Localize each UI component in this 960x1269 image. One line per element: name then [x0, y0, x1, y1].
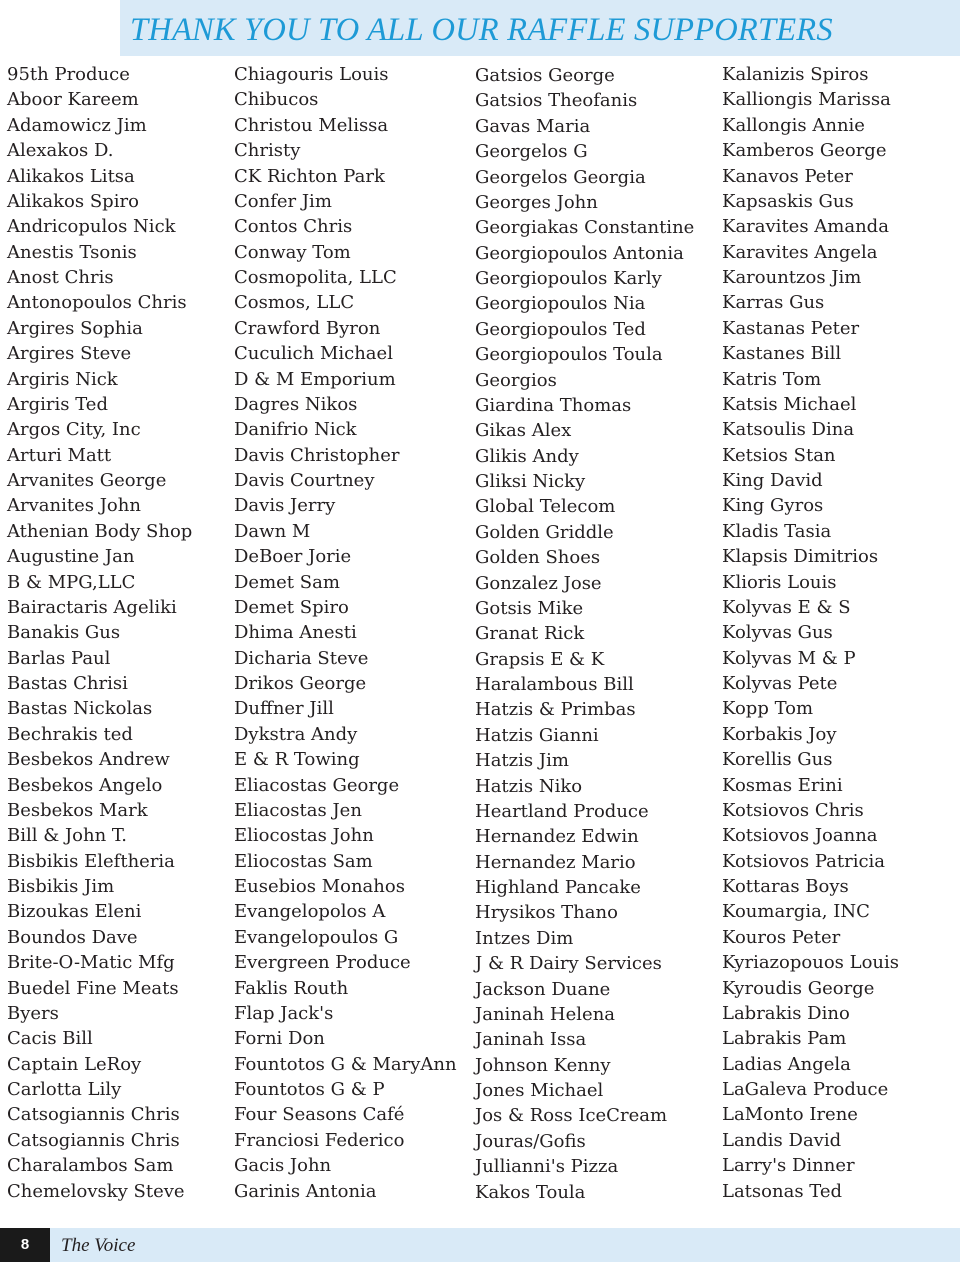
supporter-name: Latsonas Ted: [722, 1180, 843, 1202]
supporters-column-2: [234, 62, 457, 1204]
supporter-name: Georgiopoulos Toula: [475, 344, 663, 366]
supporter-name: DeBoer Jorie: [234, 546, 352, 568]
supporter-name: Labrakis Pam: [722, 1028, 847, 1050]
supporter-name: Kyroudis George: [722, 977, 875, 999]
supporter-name: Anost Chris: [7, 267, 114, 288]
supporter-name: Georgiakas Constantine: [475, 217, 695, 239]
supporter-name: King David: [722, 470, 823, 491]
supporter-name: Kalliongis Marissa: [722, 89, 891, 111]
supporter-name: Intzes Dim: [475, 927, 574, 949]
supporter-name: Korellis Gus: [722, 749, 833, 771]
supporter-name: Karavites Angela: [722, 241, 878, 263]
supporter-name: Janinah Issa: [475, 1029, 587, 1051]
supporter-name: Alexakos D.: [7, 140, 114, 162]
supporter-name: Kakos Toula: [475, 1181, 586, 1203]
supporter-name: Franciosi Federico: [234, 1129, 405, 1151]
supporter-name: B & MPG,LLC: [7, 571, 136, 593]
page-number: 8: [20, 1236, 30, 1253]
supporter-name: Katris Tom: [722, 368, 822, 390]
supporter-name: Eusebios Monahos: [234, 876, 405, 897]
supporter-name: Duffner Jill: [234, 698, 334, 720]
supporter-name: Johnson Kenny: [475, 1054, 611, 1076]
supporter-name: Georges John: [475, 191, 598, 213]
supporter-name: Janinah Helena: [475, 1003, 616, 1025]
supporter-name: Anestis Tsonis: [7, 241, 137, 263]
supporter-name: Besbekos Mark: [7, 799, 148, 821]
supporter-name: Besbekos Angelo: [7, 774, 163, 796]
supporter-name: Argiris Nick: [7, 368, 118, 390]
supporter-name: Highland Pancake: [475, 877, 641, 898]
supporter-name: Cacis Bill: [7, 1028, 93, 1050]
supporter-name: Davis Christopher: [234, 444, 400, 466]
supporter-name: Alikakos Spiro: [7, 190, 139, 212]
supporter-name: Gatsios Theofanis: [475, 90, 638, 112]
supporter-name: Kastanas Peter: [722, 317, 860, 339]
supporter-name: Drikos George: [234, 673, 367, 694]
supporter-name: Kosmas Erini: [722, 774, 843, 796]
supporter-name: Gikas Alex: [475, 420, 572, 442]
footer-band: [0, 1228, 960, 1262]
supporter-name: Cuculich Michael: [234, 343, 393, 365]
supporter-name: Christou Melissa: [234, 114, 389, 136]
supporter-name: Kotsiovos Joanna: [722, 825, 878, 847]
supporter-name: Danifrio Nick: [234, 419, 357, 441]
supporter-name: Dykstra Andy: [234, 723, 358, 745]
supporter-name: Kottaras Boys: [722, 876, 849, 897]
supporter-name: Gacis John: [234, 1155, 332, 1177]
supporter-name: Heartland Produce: [475, 800, 649, 822]
supporter-name: Charalambos Sam: [7, 1155, 174, 1177]
supporter-name: Gonzalez Jose: [475, 572, 602, 594]
supporter-name: Eliacostas George: [234, 774, 400, 796]
supporter-name: J & R Dairy Services: [475, 953, 662, 975]
supporter-name: Four Seasons Café: [234, 1104, 405, 1126]
supporter-name: Carlotta Lily: [7, 1079, 122, 1100]
supporter-name: Bastas Nickolas: [7, 698, 153, 720]
supporter-name: Brite-O-Matic Mfg: [7, 952, 175, 974]
supporter-name: Dawn M: [234, 520, 311, 542]
supporter-name: Flap Jack's: [234, 1002, 334, 1024]
supporter-name: Augustine Jan: [7, 546, 135, 568]
supporter-name: Georgiopoulos Antonia: [475, 242, 684, 264]
supporter-name: Georgelos G: [475, 141, 588, 163]
supporter-name: Kotsiovos Chris: [722, 799, 864, 821]
supporter-name: Argiris Ted: [7, 393, 108, 415]
supporter-name: Confer Jim: [234, 190, 332, 212]
supporter-name: Kolyvas E & S: [722, 596, 851, 618]
page-title: THANK YOU TO ALL OUR RAFFLE SUPPORTERS: [130, 12, 833, 48]
supporter-name: Labrakis Dino: [722, 1002, 850, 1024]
supporter-name: Kopp Tom: [722, 698, 814, 720]
supporter-name: Besbekos Andrew: [7, 749, 170, 771]
supporter-name: Aboor Kareem: [7, 89, 139, 111]
supporter-name: Chiagouris Louis: [234, 64, 389, 85]
supporter-name: Jullianni's Pizza: [475, 1156, 619, 1178]
supporter-name: Haralambous Bill: [475, 674, 634, 695]
supporter-name: Golden Griddle: [475, 521, 614, 543]
supporters-column-4: [722, 62, 899, 1204]
supporter-name: Hernandez Edwin: [475, 826, 639, 848]
supporter-name: Kotsiovos Patricia: [722, 850, 886, 872]
supporter-name: Gatsios George: [475, 65, 615, 86]
supporter-name: Karavites Amanda: [722, 216, 889, 238]
supporter-name: Hatzis Gianni: [475, 724, 599, 746]
supporter-name: Alikakos Litsa: [7, 165, 135, 187]
supporter-name: Fountotos G & P: [234, 1079, 385, 1100]
supporter-name: Boundos Dave: [7, 926, 138, 948]
supporter-name: Koumargia, INC: [722, 901, 870, 923]
supporter-name: Kouros Peter: [722, 926, 841, 948]
supporter-name: Contos Chris: [234, 216, 353, 238]
supporter-name: Gotsis Mike: [475, 597, 584, 619]
supporter-name: Hatzis Niko: [475, 775, 583, 797]
supporter-name: Bizoukas Eleni: [7, 901, 142, 923]
supporter-name: CK Richton Park: [234, 165, 385, 187]
supporter-name: Arvanites John: [7, 495, 141, 517]
supporter-name: Kamberos George: [722, 140, 887, 162]
supporter-name: King Gyros: [722, 495, 824, 517]
supporter-name: Katsis Michael: [722, 393, 857, 415]
supporter-name: Kalanizis Spiros: [722, 64, 869, 85]
supporter-name: Kastanes Bill: [722, 343, 842, 365]
supporter-name: Eliacostas Jen: [234, 799, 362, 821]
supporter-name: Gliksi Nicky: [475, 471, 586, 492]
supporter-name: Georgelos Georgia: [475, 166, 646, 188]
supporter-name: Garinis Antonia: [234, 1180, 377, 1202]
supporter-name: Kolyvas Pete: [722, 673, 838, 694]
supporter-name: Landis David: [722, 1129, 842, 1151]
supporter-name: Hatzis Jim: [475, 750, 569, 772]
supporter-name: Ketsios Stan: [722, 444, 836, 466]
supporter-name: Kapsaskis Gus: [722, 190, 854, 212]
supporter-name: D & M Emporium: [234, 368, 396, 390]
supporter-name: Adamowicz Jim: [7, 114, 147, 136]
supporter-name: Bisbikis Jim: [7, 876, 115, 897]
supporter-name: Kladis Tasia: [722, 520, 832, 542]
supporter-name: Dhima Anesti: [234, 622, 357, 644]
supporter-name: Katsoulis Dina: [722, 419, 855, 441]
supporter-name: Georgiopoulos Ted: [475, 318, 646, 340]
supporter-name: Banakis Gus: [7, 622, 121, 644]
supporter-name: Antonopoulos Chris: [7, 292, 187, 314]
supporter-name: Bairactaris Ageliki: [7, 596, 177, 618]
supporter-name: Bechrakis ted: [7, 723, 133, 745]
supporter-name: Dagres Nikos: [234, 393, 358, 415]
supporter-name: Hrysikos Thano: [475, 902, 618, 924]
supporter-name: Christy: [234, 140, 301, 162]
supporter-name: Georgios: [475, 369, 557, 391]
supporter-name: Athenian Body Shop: [7, 520, 193, 542]
supporter-name: Barlas Paul: [7, 647, 111, 669]
supporter-name: Buedel Fine Meats: [7, 977, 179, 999]
supporter-name: Faklis Routh: [234, 977, 349, 999]
supporter-name: Chibucos: [234, 89, 319, 111]
supporter-name: Evergreen Produce: [234, 952, 411, 974]
supporter-name: Bisbikis Eleftheria: [7, 850, 175, 872]
supporter-name: Bastas Chrisi: [7, 673, 128, 694]
supporter-name: Klapsis Dimitrios: [722, 546, 879, 568]
supporter-name: Cosmopolita, LLC: [234, 267, 397, 288]
supporter-name: Dicharia Steve: [234, 647, 369, 669]
supporter-name: Kolyvas M & P: [722, 647, 856, 669]
supporter-name: Arturi Matt: [7, 444, 112, 466]
supporter-name: Eliocostas John: [234, 825, 374, 847]
supporter-name: Korbakis Joy: [722, 723, 837, 745]
supporter-name: Catsogiannis Chris: [7, 1104, 180, 1126]
supporter-name: Ladias Angela: [722, 1053, 851, 1075]
supporter-name: Jones Michael: [475, 1080, 604, 1101]
supporter-name: Larry's Dinner: [722, 1155, 855, 1177]
supporter-name: Kolyvas Gus: [722, 622, 833, 644]
supporter-name: Georgiopoulos Karly: [475, 268, 662, 289]
supporter-name: Arvanites George: [7, 470, 167, 491]
supporter-name: Georgiopoulos Nia: [475, 293, 646, 315]
supporter-name: Jouras/Gofis: [475, 1130, 586, 1152]
supporter-name: Fountotos G & MaryAnn: [234, 1053, 457, 1075]
supporter-name: Davis Jerry: [234, 495, 336, 517]
supporter-name: Global Telecom: [475, 496, 616, 518]
supporter-name: Cosmos, LLC: [234, 292, 355, 314]
supporter-name: Conway Tom: [234, 241, 351, 263]
supporter-name: Argos City, Inc: [7, 419, 141, 441]
supporter-name: Golden Shoes: [475, 547, 601, 569]
supporter-name: Hernandez Mario: [475, 851, 636, 873]
supporter-name: 95th Produce: [7, 64, 130, 85]
supporter-name: Crawford Byron: [234, 317, 381, 339]
supporter-name: Forni Don: [234, 1028, 325, 1050]
supporter-name: LaGaleva Produce: [722, 1079, 889, 1100]
supporter-name: LaMonto Irene: [722, 1104, 858, 1126]
supporter-name: Evangelopoulos G: [234, 926, 399, 948]
supporter-name: Chemelovsky Steve: [7, 1180, 185, 1202]
supporter-name: Granat Rick: [475, 623, 585, 645]
supporter-name: Evangelopolos A: [234, 901, 386, 923]
supporter-name: Karras Gus: [722, 292, 825, 314]
supporter-name: Kanavos Peter: [722, 165, 853, 187]
supporter-name: Kyriazopouos Louis: [722, 952, 900, 974]
supporter-name: Kallongis Annie: [722, 114, 865, 136]
supporter-name: Davis Courtney: [234, 470, 375, 491]
supporter-name: Giardina Thomas: [475, 394, 632, 416]
supporter-name: Catsogiannis Chris: [7, 1129, 180, 1151]
supporter-name: Jos & Ross IceCream: [475, 1105, 668, 1127]
supporter-name: Argires Steve: [7, 343, 132, 365]
supporter-name: Andricopulos Nick: [7, 216, 176, 238]
supporter-name: Grapsis E & K: [475, 648, 605, 670]
supporter-name: Captain LeRoy: [7, 1053, 142, 1075]
supporter-name: Glikis Andy: [475, 445, 579, 467]
supporter-name: Byers: [7, 1002, 59, 1024]
supporter-name: Demet Spiro: [234, 596, 349, 618]
supporter-name: Karountzos Jim: [722, 267, 862, 288]
publication-name: The Voice: [61, 1235, 136, 1256]
supporter-name: Hatzis & Primbas: [475, 699, 636, 721]
supporter-name: Jackson Duane: [475, 978, 611, 1000]
supporter-name: Bill & John T.: [7, 825, 128, 847]
supporters-column-1: [7, 62, 192, 1204]
supporter-name: E & R Towing: [234, 749, 360, 771]
supporter-name: Eliocostas Sam: [234, 850, 373, 872]
supporters-column-3: [475, 63, 694, 1205]
supporter-name: Klioris Louis: [722, 571, 837, 593]
supporter-name: Argires Sophia: [7, 317, 143, 339]
supporter-name: Demet Sam: [234, 571, 340, 593]
supporter-name: Gavas Maria: [475, 115, 591, 137]
